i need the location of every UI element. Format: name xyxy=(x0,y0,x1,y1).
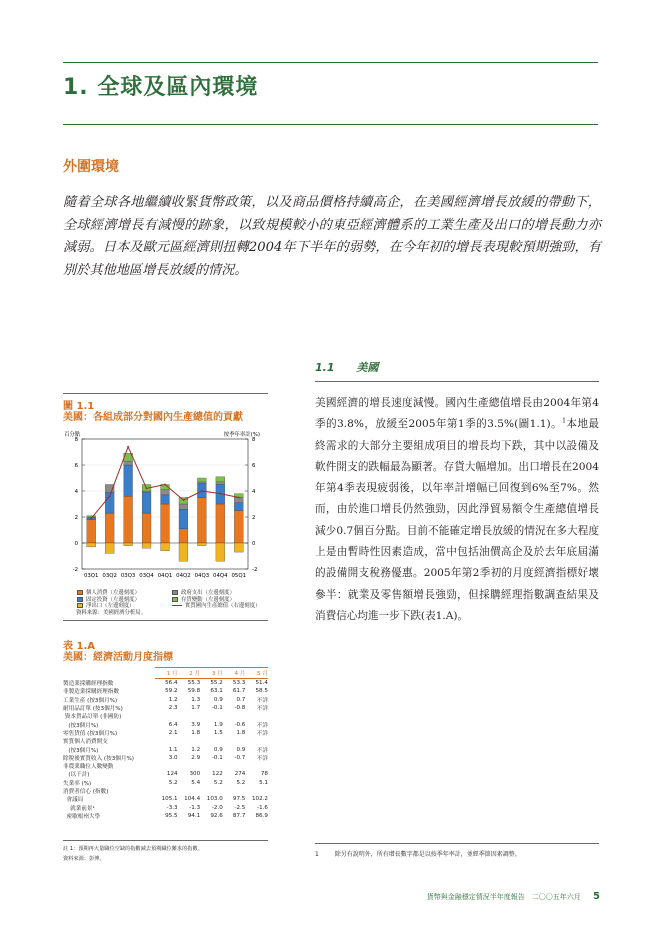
y-tick-label: 0 xyxy=(74,541,78,547)
legend-consumption-label: 個人消費（左邊刻度） xyxy=(86,590,140,596)
page-number: 5 xyxy=(593,891,600,902)
bar-government xyxy=(142,491,151,492)
bar-inventory xyxy=(197,478,206,482)
row-label: 耐用品訂單 (按3個月%) xyxy=(63,706,123,713)
y-tick-label: 2 xyxy=(74,515,78,521)
table-cell: 5.1 xyxy=(259,779,268,786)
bar-consumption xyxy=(161,504,170,543)
bar-investment xyxy=(234,503,243,511)
table-cell: 5.4 xyxy=(191,779,201,786)
row-label: 除稅後實質收入 (按3個月%) xyxy=(63,755,134,762)
table-cell: 59.8 xyxy=(187,688,201,695)
gdp-point xyxy=(127,446,129,448)
table-cell: -0.7 xyxy=(234,754,246,761)
table-row xyxy=(63,795,268,803)
row-label: 密歇根州大學 xyxy=(63,813,101,820)
subsection-rule xyxy=(315,381,599,382)
table-source: 資料來源：彭博。 xyxy=(63,856,105,862)
table-notes xyxy=(63,844,203,864)
table-cell: 不詳 xyxy=(256,722,268,729)
chapter-number: 1. xyxy=(63,75,89,100)
footer-text: 貨幣與金融穩定情況半年度報告 二〇〇五年六月 xyxy=(426,893,581,901)
table-cell: 94.1 xyxy=(187,812,201,819)
legend-government-label: 政府支出（左邊刻度） xyxy=(181,590,235,596)
x-tick-label: 03Q1 xyxy=(83,573,99,579)
table-cell: 103.0 xyxy=(206,796,223,803)
table-row xyxy=(63,812,268,820)
table-row xyxy=(63,737,268,745)
table-row xyxy=(63,704,268,712)
table-column-header: 4 月 xyxy=(234,671,246,677)
page-footer xyxy=(427,891,600,902)
table-cell: -1.3 xyxy=(189,804,201,811)
footnote-ref[interactable]: 1 xyxy=(562,417,566,425)
table-title: 美國：經濟活動月度指標 xyxy=(63,652,173,663)
row-label: 製造業採購經理指數 xyxy=(63,681,114,688)
y2-tick-label: 6 xyxy=(252,463,256,469)
row-label: 資本貨品訂單 (非國防) xyxy=(63,714,122,721)
table-cell: 0.9 xyxy=(213,696,223,703)
table-row xyxy=(63,754,268,762)
table-row xyxy=(63,679,268,687)
table-cell: 97.5 xyxy=(232,796,246,803)
bar-investment xyxy=(179,509,188,529)
row-label: 就業前景¹ xyxy=(63,805,95,812)
intro-paragraph: 隨着全球各地繼續收緊貨幣政策，以及商品價格持續高企，在美國經濟增長放緩的帶動下，全球經濟增長有減慢的跡象，以致規模較小的東亞經濟體系的工業生產及出口的增長動力亦減弱。日本及歐元區經濟則扭轉2004年下半年的弱勢，在今年初的增長表現較預期強勁，有別於其他地區增長放緩的情況。 xyxy=(63,195,601,278)
table-cell: 0.9 xyxy=(236,746,246,753)
y2-tick-label: 2 xyxy=(252,515,256,521)
table-cell: 不詳 xyxy=(256,706,268,713)
gdp-point xyxy=(183,499,185,501)
table-cell: 63.1 xyxy=(210,688,223,695)
table-cell: 5.2 xyxy=(236,779,246,786)
table-bottom-rule xyxy=(63,840,268,841)
table-cell: 3.9 xyxy=(191,721,201,728)
table-row xyxy=(63,720,268,728)
bar-consumption xyxy=(142,513,151,543)
row-label: 消費者信心 (指數) xyxy=(63,789,109,795)
row-label: 失業率 (%) xyxy=(63,780,92,787)
legend-gdp xyxy=(172,601,260,609)
bar-government xyxy=(197,482,206,483)
table-row xyxy=(63,803,268,811)
bar-net_exports xyxy=(142,543,151,548)
row-label: 非農業職位人數變動 xyxy=(63,764,114,771)
table-header xyxy=(155,667,268,679)
gdp-point xyxy=(109,495,111,497)
bar-consumption xyxy=(124,496,133,543)
table-cell: 2.9 xyxy=(191,754,201,761)
y-tick-label: 4 xyxy=(74,489,78,495)
row-label: (按3個月%) xyxy=(63,747,99,754)
table-cell: 122 xyxy=(212,771,223,778)
body-text-part-1: 美國經濟的增長速度減慢。國內生產總值增長由2004年第4季的3.8%，放緩至2005年第1季的3.5%(圖1.1)。 xyxy=(315,397,599,431)
table-cell: 102.2 xyxy=(251,796,268,803)
table-cell: -0.1 xyxy=(211,705,223,712)
body-paragraph xyxy=(315,393,599,627)
bar-inventory xyxy=(216,477,225,482)
table-cell: 56.4 xyxy=(165,680,178,687)
gdp-point xyxy=(201,490,203,492)
table-cell: 不詳 xyxy=(256,697,268,704)
y-tick-label: 8 xyxy=(74,437,78,443)
row-label: 會議局 xyxy=(63,797,84,804)
table-cell: 59.2 xyxy=(165,688,178,695)
row-label: (以千計) xyxy=(63,772,90,779)
bar-government xyxy=(179,504,188,509)
chapter-bottom-rule xyxy=(63,124,598,125)
bar-consumption xyxy=(216,504,225,543)
table-column-header: 5 月 xyxy=(257,671,268,677)
table-row xyxy=(63,762,268,770)
footnote-text: 除另有說明外，所有增長數字都是以按季年率計，並經季節因素調整。 xyxy=(334,851,521,858)
section-heading: 外圍環境 xyxy=(63,159,119,175)
table-cell: 1.2 xyxy=(168,696,178,703)
table-cell: -0.1 xyxy=(211,754,223,761)
table-cell: 1.9 xyxy=(213,721,223,728)
table-cell: -2.5 xyxy=(234,804,246,811)
table-column-header: 1 月 xyxy=(166,671,178,677)
table-cell: 0.9 xyxy=(213,746,223,753)
bar-consumption xyxy=(197,498,206,544)
table-cell: 55.3 xyxy=(187,680,201,687)
footnote xyxy=(315,849,521,858)
table-cell: -3.3 xyxy=(166,804,178,811)
x-tick-label: 04Q1 xyxy=(157,573,173,579)
table-cell: 0.7 xyxy=(236,696,246,703)
table-row xyxy=(63,696,268,704)
y-tick-label: -2 xyxy=(72,567,78,573)
chart-source: 資料來源：美國經濟分析局。 xyxy=(76,610,147,616)
chart-bottom-rule xyxy=(63,620,268,621)
y2-tick-label: 4 xyxy=(252,489,256,495)
table-cell: 2.3 xyxy=(168,705,178,712)
y2-tick-label: 0 xyxy=(252,541,256,547)
table-column-header: 2 月 xyxy=(189,671,201,677)
table-cell: 92.6 xyxy=(210,812,223,819)
gdp-point xyxy=(90,517,92,519)
chart-title: 美國：各組成部分對國內生產總值的貢獻 xyxy=(63,412,243,423)
bar-net_exports xyxy=(179,543,188,561)
bar-net_exports xyxy=(124,543,133,546)
table-column-header: 3 月 xyxy=(211,671,223,677)
footnote-rule xyxy=(315,843,599,844)
bar-consumption xyxy=(87,520,96,543)
chapter-title xyxy=(63,70,258,101)
row-label: 實質個人消費開支 xyxy=(63,739,108,746)
gdp-point xyxy=(164,484,166,486)
table-cell: 51.4 xyxy=(255,680,268,687)
y2-tick-label: 8 xyxy=(252,437,256,443)
table-cell: 86.9 xyxy=(255,812,268,819)
bar-net_exports xyxy=(197,543,206,546)
table-cell: 58.5 xyxy=(255,688,268,695)
bar-net_exports xyxy=(161,543,170,551)
table-cell: 不詳 xyxy=(256,747,268,754)
bar-government xyxy=(216,482,225,485)
table-cell: 不詳 xyxy=(256,730,268,737)
table-cell: 53.3 xyxy=(232,680,246,687)
bar-inventory xyxy=(87,516,96,517)
x-tick-label: 05Q1 xyxy=(231,573,247,579)
table-label: 表 1.A xyxy=(63,641,95,652)
bar-net_exports xyxy=(105,543,114,553)
bar-net_exports xyxy=(234,543,243,552)
y-tick-label: 6 xyxy=(74,463,78,469)
bar-consumption xyxy=(105,513,114,543)
footnote-mark: 1 xyxy=(315,851,319,858)
left-axis-title: 百分點 xyxy=(64,432,81,438)
legend-investment-label: 固定投資（左邊刻度） xyxy=(86,597,140,603)
table-cell: 95.5 xyxy=(165,812,178,819)
bar-net_exports xyxy=(87,543,96,547)
row-label: (按3個月%) xyxy=(63,722,99,729)
table-cell: 274 xyxy=(234,771,246,778)
x-tick-label: 04Q2 xyxy=(176,573,191,579)
table-row xyxy=(63,729,268,737)
table-cell: 1.2 xyxy=(191,746,201,753)
x-tick-label: 03Q4 xyxy=(139,573,154,579)
row-label: 工業生產 (按3個月%) xyxy=(63,697,118,704)
gdp-point xyxy=(219,493,221,495)
table-cell: -0.6 xyxy=(234,721,246,728)
subsection-title: 美國 xyxy=(356,361,379,374)
gdp-point xyxy=(146,488,148,490)
y2-tick-label: -2 xyxy=(252,567,258,573)
bar-government xyxy=(124,461,133,465)
table-note: 註 1：預期再大量職位空缺的指數減去預期職位難求的指數。 xyxy=(63,846,203,852)
body-text-part-2: 本地最終需求的大部分主要組成項目的增長均下跌，其中以設備及軟件開支的跌幅最為顯著。存貨大幅增加。出口增長在2004年第4季表現疲弱後，以年率計增幅已回復到6%至7%。然而，由於進口增長仍然強勁，因此淨貿易額令生產總值增長減少0.7個百分點。目前不能確定增長放緩的情況在多大程度上是由暫時性因素造成，當中包括油價高企及於去年底屆滿的設備開支稅務優惠。2005年第2季初的月度經濟指標好壞參半：就業及零售額增長強勁，但採購經理指數調查結果及消費信心均進一步下跌(表1.A)。 xyxy=(315,418,600,622)
table-cell: -0.8 xyxy=(234,705,246,712)
table-cell: 55.2 xyxy=(210,680,223,687)
right-axis-title: 按季年率計(%) xyxy=(223,432,260,438)
table-cell: -2.0 xyxy=(211,804,223,811)
bar-consumption xyxy=(179,529,188,543)
legend-net-exports-label: 淨出口（左邊刻度） xyxy=(86,603,135,609)
chart-label: 圖 1.1 xyxy=(63,401,95,412)
table-cell: 78 xyxy=(260,771,268,778)
table-row xyxy=(63,712,268,720)
table-cell: 300 xyxy=(189,771,201,778)
table-cell: 3.0 xyxy=(168,754,178,761)
table-cell: 1.1 xyxy=(168,746,178,753)
x-tick-label: 03Q2 xyxy=(102,573,117,579)
x-tick-label: 04Q3 xyxy=(194,573,210,579)
table-cell: 87.7 xyxy=(232,812,246,819)
chapter-title-text: 全球及區內環境 xyxy=(97,75,259,100)
table-cell: 6.4 xyxy=(168,721,178,728)
legend-gdp-label: 實質國內生產總值（右邊刻度） xyxy=(185,603,261,609)
table-cell: 1.8 xyxy=(191,729,201,736)
bar-consumption xyxy=(234,511,243,544)
table-cell: 不詳 xyxy=(256,755,268,762)
bar-government xyxy=(161,490,170,495)
table-cell: 105.1 xyxy=(161,796,178,803)
gdp-point xyxy=(238,497,240,499)
table-cell: 124 xyxy=(166,771,178,778)
table-cell: 1.3 xyxy=(191,696,201,703)
bar-net_exports xyxy=(216,543,225,561)
table-row xyxy=(63,787,268,795)
table-row xyxy=(63,779,268,787)
table-cell: 5.2 xyxy=(168,779,178,786)
top-rule xyxy=(63,62,598,63)
table-cell: 61.7 xyxy=(232,688,246,695)
table-row xyxy=(63,770,268,778)
subsection-number: 1.1 xyxy=(315,361,335,374)
table-row xyxy=(63,745,268,753)
x-tick-label: 03Q3 xyxy=(120,573,136,579)
gdp-line-swatch xyxy=(172,605,182,606)
table-cell: -1.6 xyxy=(257,804,268,811)
bar-investment xyxy=(142,492,151,513)
table-cell: 2.1 xyxy=(168,729,178,736)
legend-inventory-label: 存貨變動（左邊刻度） xyxy=(181,597,235,603)
gdp-contribution-chart xyxy=(60,428,270,608)
bar-investment xyxy=(124,465,133,496)
table-cell: 1.5 xyxy=(213,729,223,736)
chart-top-rule xyxy=(63,393,268,394)
row-label: 零售貨值 (按3個月%) xyxy=(63,730,118,737)
table-cell: 1.7 xyxy=(191,705,201,712)
table-cell: 104.4 xyxy=(184,796,201,803)
monthly-indicators-table xyxy=(63,667,268,820)
bar-investment xyxy=(161,495,170,504)
x-tick-label: 04Q4 xyxy=(213,573,228,579)
table-cell: 1.8 xyxy=(236,729,246,736)
subsection-heading xyxy=(315,359,378,375)
table-row xyxy=(63,687,268,695)
table-cell: 5.2 xyxy=(213,779,223,786)
row-label: 非製造業採購經理指數 xyxy=(63,689,119,696)
